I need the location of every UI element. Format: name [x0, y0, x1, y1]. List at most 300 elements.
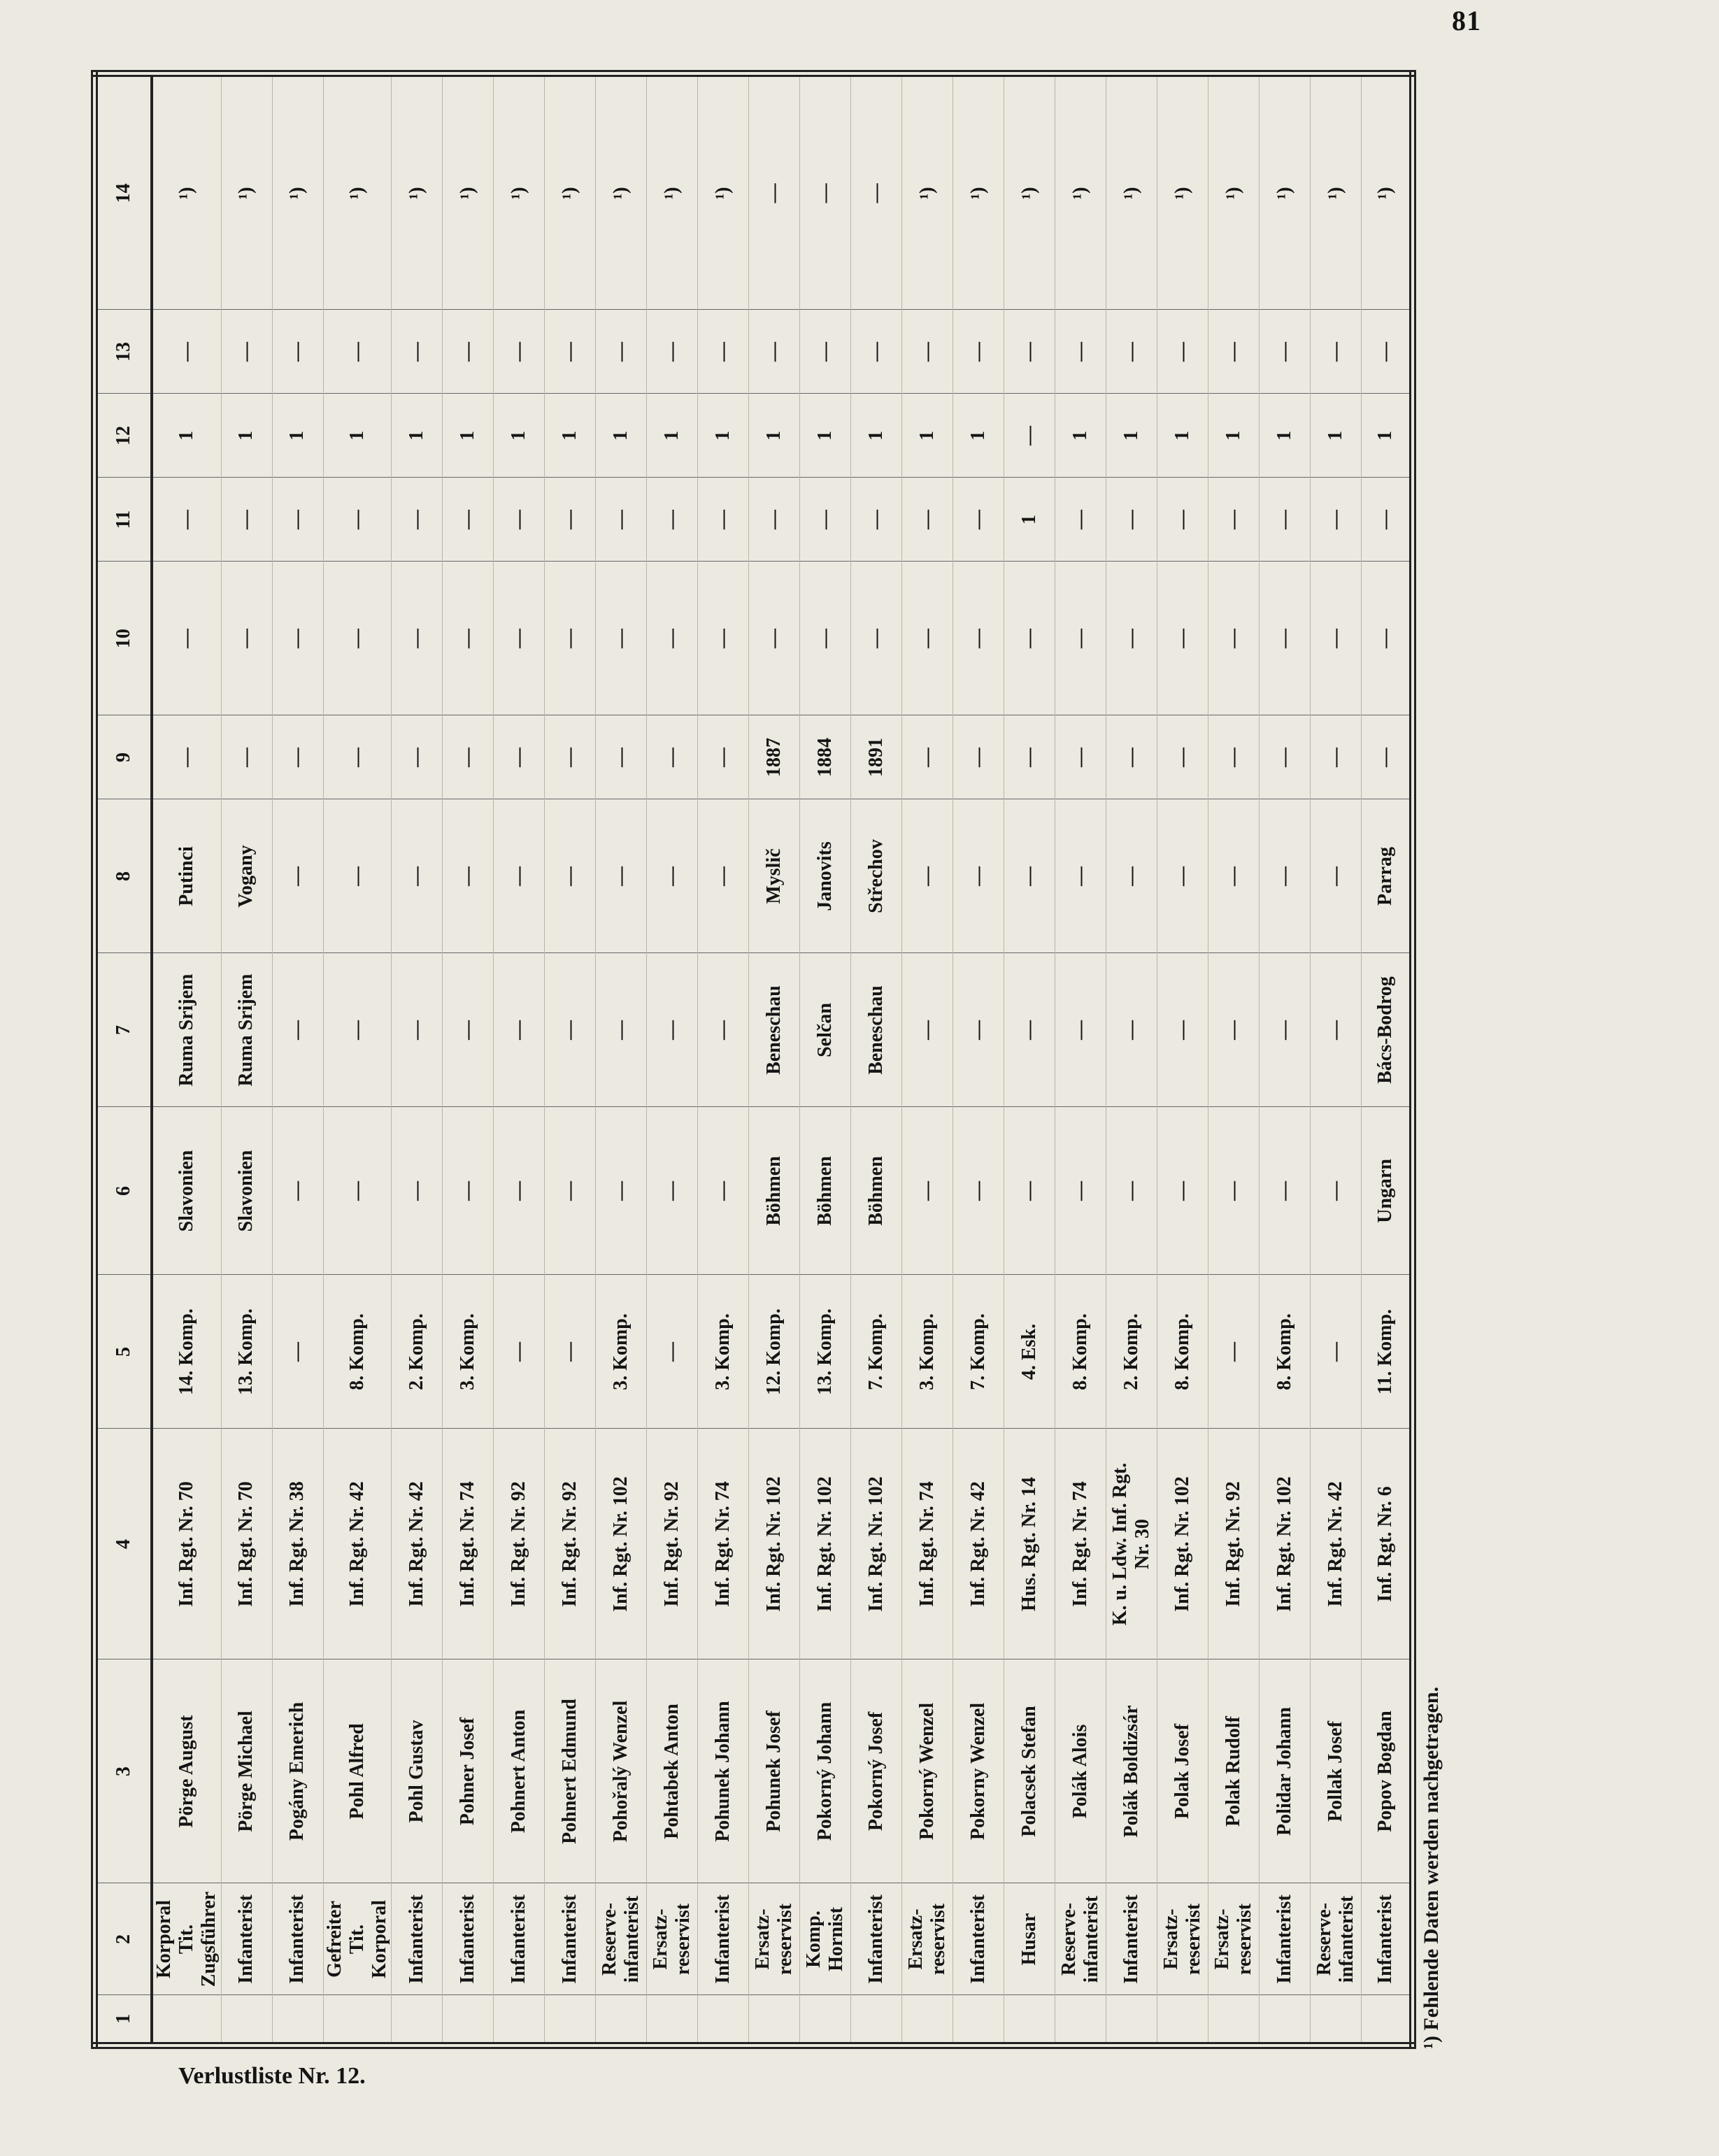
cell-col-7: Beneschau — [851, 953, 902, 1107]
cell-col-5: — — [545, 1275, 596, 1429]
cell-col-5: 7. Komp. — [851, 1275, 902, 1429]
column-header-8: 8 — [94, 799, 152, 953]
table-row — [545, 73, 596, 2046]
cell-col-3: Pörge August — [152, 1659, 221, 1883]
cell-col-5: 4. Esk. — [1004, 1275, 1055, 1429]
cell-col-10: — — [1055, 562, 1106, 715]
cell-col-5: 8. Komp. — [1260, 1275, 1311, 1429]
cell-col-13: — — [647, 310, 698, 394]
column-header-10: 10 — [94, 562, 152, 715]
cell-col-2: Infanterist — [1260, 1883, 1311, 1995]
cell-col-8: — — [392, 799, 443, 953]
cell-col-1 — [1106, 1995, 1157, 2046]
cell-col-13: — — [221, 310, 272, 394]
cell-col-4: Inf. Rgt. Nr. 74 — [1055, 1429, 1106, 1659]
table-row — [698, 73, 749, 2046]
cell-col-9: — — [953, 715, 1004, 799]
cell-col-14: ¹) — [1055, 73, 1106, 310]
cell-col-7: — — [1106, 953, 1157, 1107]
cell-col-12: 1 — [323, 394, 392, 478]
column-header-13: 13 — [94, 310, 152, 394]
cell-col-14: ¹) — [152, 73, 221, 310]
header-row — [94, 73, 152, 2046]
cell-col-14: ¹) — [698, 73, 749, 310]
cell-col-6: — — [698, 1107, 749, 1275]
cell-col-12: 1 — [443, 394, 494, 478]
cell-col-7: Ruma Srijem — [152, 953, 221, 1107]
cell-col-1 — [596, 1995, 647, 2046]
rotated-content — [91, 77, 1443, 2049]
cell-col-9: — — [443, 715, 494, 799]
table-row — [323, 73, 392, 2046]
cell-col-3: Pohnert Edmund — [545, 1659, 596, 1883]
cell-col-6: — — [392, 1107, 443, 1275]
cell-col-5: 3. Komp. — [902, 1275, 953, 1429]
cell-col-6: Böhmen — [749, 1107, 800, 1275]
cell-col-12: 1 — [1362, 394, 1413, 478]
cell-col-11: — — [1208, 478, 1260, 562]
cell-col-11: — — [392, 478, 443, 562]
cell-col-11: — — [1157, 478, 1208, 562]
cell-col-4: Inf. Rgt. Nr. 102 — [1157, 1429, 1208, 1659]
cell-col-3: Pogány Emerich — [272, 1659, 323, 1883]
cell-col-1 — [1208, 1995, 1260, 2046]
cell-col-8: Střechov — [851, 799, 902, 953]
cell-col-11: 1 — [1004, 478, 1055, 562]
table-row — [749, 73, 800, 2046]
cell-col-1 — [152, 1995, 221, 2046]
cell-col-14: ¹) — [596, 73, 647, 310]
cell-col-1 — [1260, 1995, 1311, 2046]
cell-col-9: — — [1311, 715, 1362, 799]
list-label: Verlustliste Nr. 12. — [178, 2063, 366, 2089]
cell-col-1 — [392, 1995, 443, 2046]
cell-col-13: — — [1260, 310, 1311, 394]
cell-col-4: Hus. Rgt. Nr. 14 — [1004, 1429, 1055, 1659]
cell-col-3: Polacsek Stefan — [1004, 1659, 1055, 1883]
cell-col-11: — — [1311, 478, 1362, 562]
cell-col-11: — — [698, 478, 749, 562]
cell-col-3: Pohner Josef — [443, 1659, 494, 1883]
cell-col-5: — — [1208, 1275, 1260, 1429]
table-row — [1208, 73, 1260, 2046]
cell-col-11: — — [1106, 478, 1157, 562]
cell-col-10: — — [851, 562, 902, 715]
cell-col-6: Slavonien — [221, 1107, 272, 1275]
cell-col-11: — — [1362, 478, 1413, 562]
cell-col-12: — — [1004, 394, 1055, 478]
cell-col-11: — — [323, 478, 392, 562]
cell-col-11: — — [494, 478, 545, 562]
cell-col-10: — — [1362, 562, 1413, 715]
cell-col-2: Infanterist — [392, 1883, 443, 1995]
table-row — [1362, 73, 1413, 2046]
cell-col-9: — — [1055, 715, 1106, 799]
cell-col-7: — — [1208, 953, 1260, 1107]
cell-col-3: Pohnert Anton — [494, 1659, 545, 1883]
cell-col-2: Ersatz- reservist — [749, 1883, 800, 1995]
cell-col-10: — — [152, 562, 221, 715]
cell-col-3: Pohtabek Anton — [647, 1659, 698, 1883]
cell-col-8: — — [1157, 799, 1208, 953]
cell-col-8: — — [1311, 799, 1362, 953]
table-row — [272, 73, 323, 2046]
cell-col-12: 1 — [392, 394, 443, 478]
cell-col-8: Myslič — [749, 799, 800, 953]
cell-col-2: Infanterist — [851, 1883, 902, 1995]
cell-col-5: 8. Komp. — [323, 1275, 392, 1429]
cell-col-3: Pohl Alfred — [323, 1659, 392, 1883]
cell-col-6: — — [647, 1107, 698, 1275]
cell-col-3: Pokorný Josef — [851, 1659, 902, 1883]
cell-col-2: Reserve- infanterist — [1311, 1883, 1362, 1995]
cell-col-9: 1887 — [749, 715, 800, 799]
cell-col-5: 14. Komp. — [152, 1275, 221, 1429]
table-row — [902, 73, 953, 2046]
cell-col-6: — — [1106, 1107, 1157, 1275]
cell-col-13: — — [272, 310, 323, 394]
cell-col-14: ¹) — [953, 73, 1004, 310]
cell-col-7: — — [443, 953, 494, 1107]
cell-col-13: — — [392, 310, 443, 394]
cell-col-9: — — [1106, 715, 1157, 799]
cell-col-13: — — [1004, 310, 1055, 394]
cell-col-12: 1 — [749, 394, 800, 478]
cell-col-11: — — [749, 478, 800, 562]
cell-col-6: — — [953, 1107, 1004, 1275]
cell-col-5: — — [647, 1275, 698, 1429]
cell-col-13: — — [1208, 310, 1260, 394]
cell-col-1 — [1004, 1995, 1055, 2046]
cell-col-7: Bács-Bodrog — [1362, 953, 1413, 1107]
cell-col-14: ¹) — [902, 73, 953, 310]
cell-col-2: Infanterist — [221, 1883, 272, 1995]
cell-col-2: Gefreiter Tit. Korporal — [323, 1883, 392, 1995]
cell-col-3: Polák Alois — [1055, 1659, 1106, 1883]
cell-col-2: Infanterist — [545, 1883, 596, 1995]
cell-col-8: — — [494, 799, 545, 953]
cell-col-9: — — [152, 715, 221, 799]
cell-col-5: — — [272, 1275, 323, 1429]
cell-col-4: Inf. Rgt. Nr. 102 — [596, 1429, 647, 1659]
cell-col-10: — — [323, 562, 392, 715]
column-header-3: 3 — [94, 1659, 152, 1883]
cell-col-6: — — [1055, 1107, 1106, 1275]
cell-col-8: Janovits — [800, 799, 851, 953]
cell-col-8: — — [953, 799, 1004, 953]
cell-col-14: — — [851, 73, 902, 310]
cell-col-13: — — [1106, 310, 1157, 394]
cell-col-1 — [647, 1995, 698, 2046]
table-row — [494, 73, 545, 2046]
cell-col-1 — [749, 1995, 800, 2046]
cell-col-4: Inf. Rgt. Nr. 102 — [749, 1429, 800, 1659]
cell-col-9: — — [1157, 715, 1208, 799]
cell-col-10: — — [272, 562, 323, 715]
cell-col-5: — — [1311, 1275, 1362, 1429]
cell-col-11: — — [221, 478, 272, 562]
cell-col-11: — — [1055, 478, 1106, 562]
cell-col-14: — — [800, 73, 851, 310]
cell-col-9: — — [1260, 715, 1311, 799]
cell-col-9: — — [1208, 715, 1260, 799]
cell-col-6: — — [596, 1107, 647, 1275]
cell-col-5: 3. Komp. — [443, 1275, 494, 1429]
cell-col-7: — — [953, 953, 1004, 1107]
cell-col-13: — — [698, 310, 749, 394]
cell-col-4: Inf. Rgt. Nr. 38 — [272, 1429, 323, 1659]
cell-col-12: 1 — [272, 394, 323, 478]
table-row — [152, 73, 221, 2046]
cell-col-14: ¹) — [392, 73, 443, 310]
cell-col-6: — — [1157, 1107, 1208, 1275]
cell-col-10: — — [698, 562, 749, 715]
cell-col-2: Infanterist — [443, 1883, 494, 1995]
cell-col-2: Husar — [1004, 1883, 1055, 1995]
cell-col-13: — — [902, 310, 953, 394]
cell-col-2: Reserve- infanterist — [1055, 1883, 1106, 1995]
table-row — [1260, 73, 1311, 2046]
cell-col-9: — — [1362, 715, 1413, 799]
cell-col-6: — — [272, 1107, 323, 1275]
cell-col-9: — — [647, 715, 698, 799]
cell-col-3: Polak Josef — [1157, 1659, 1208, 1883]
cell-col-14: ¹) — [221, 73, 272, 310]
cell-col-3: Polidar Johann — [1260, 1659, 1311, 1883]
column-header-6: 6 — [94, 1107, 152, 1275]
cell-col-10: — — [443, 562, 494, 715]
cell-col-4: Inf. Rgt. Nr. 42 — [1311, 1429, 1362, 1659]
cell-col-11: — — [596, 478, 647, 562]
cell-col-14: ¹) — [545, 73, 596, 310]
column-header-11: 11 — [94, 478, 152, 562]
cell-col-7: — — [545, 953, 596, 1107]
cell-col-8: — — [1208, 799, 1260, 953]
cell-col-11: — — [647, 478, 698, 562]
cell-col-1 — [1157, 1995, 1208, 2046]
column-header-12: 12 — [94, 394, 152, 478]
cell-col-13: — — [152, 310, 221, 394]
cell-col-4: Inf. Rgt. Nr. 92 — [494, 1429, 545, 1659]
cell-col-7: Beneschau — [749, 953, 800, 1107]
cell-col-13: — — [953, 310, 1004, 394]
cell-col-13: — — [749, 310, 800, 394]
table-row — [800, 73, 851, 2046]
cell-col-7: — — [1260, 953, 1311, 1107]
cell-col-13: — — [1362, 310, 1413, 394]
cell-col-3: Pokorny Wenzel — [953, 1659, 1004, 1883]
cell-col-12: 1 — [596, 394, 647, 478]
cell-col-3: Popov Bogdan — [1362, 1659, 1413, 1883]
cell-col-12: 1 — [647, 394, 698, 478]
cell-col-13: — — [800, 310, 851, 394]
column-header-7: 7 — [94, 953, 152, 1107]
cell-col-4: K. u. Ldw. Inf. Rgt. Nr. 30 — [1106, 1429, 1157, 1659]
column-header-1: 1 — [94, 1995, 152, 2046]
cell-col-14: — — [749, 73, 800, 310]
cell-col-7: — — [596, 953, 647, 1107]
footnote: ¹) Fehlende Daten werden nachgetragen. — [1420, 1686, 1443, 2049]
cell-col-7: — — [494, 953, 545, 1107]
cell-col-4: Inf. Rgt. Nr. 74 — [698, 1429, 749, 1659]
cell-col-13: — — [596, 310, 647, 394]
column-header-14: 14 — [94, 73, 152, 310]
cell-col-9: — — [698, 715, 749, 799]
cell-col-11: — — [851, 478, 902, 562]
cell-col-5: 2. Komp. — [392, 1275, 443, 1429]
cell-col-8: — — [647, 799, 698, 953]
cell-col-11: — — [443, 478, 494, 562]
cell-col-8: — — [443, 799, 494, 953]
cell-col-2: Infanterist — [1106, 1883, 1157, 1995]
cell-col-1 — [494, 1995, 545, 2046]
cell-col-7: — — [1055, 953, 1106, 1107]
cell-col-2: Ersatz- reservist — [1157, 1883, 1208, 1995]
cell-col-9: — — [323, 715, 392, 799]
cell-col-7: Selčan — [800, 953, 851, 1107]
cell-col-9: — — [392, 715, 443, 799]
cell-col-7: — — [323, 953, 392, 1107]
cell-col-9: — — [272, 715, 323, 799]
cell-col-5: 7. Komp. — [953, 1275, 1004, 1429]
column-header-2: 2 — [94, 1883, 152, 1995]
cell-col-3: Polák Boldizsár — [1106, 1659, 1157, 1883]
table-row — [1311, 73, 1362, 2046]
cell-col-10: — — [494, 562, 545, 715]
cell-col-2: Infanterist — [1362, 1883, 1413, 1995]
cell-col-7: — — [1004, 953, 1055, 1107]
cell-col-8: Vogany — [221, 799, 272, 953]
casualty-table — [91, 70, 1416, 2049]
cell-col-4: Inf. Rgt. Nr. 6 — [1362, 1429, 1413, 1659]
page-number: 81 — [1452, 5, 1481, 36]
cell-col-6: — — [1311, 1107, 1362, 1275]
cell-col-10: — — [1208, 562, 1260, 715]
cell-col-4: Inf. Rgt. Nr. 92 — [1208, 1429, 1260, 1659]
cell-col-2: Komp. Hornist — [800, 1883, 851, 1995]
cell-col-12: 1 — [545, 394, 596, 478]
cell-col-10: — — [1157, 562, 1208, 715]
cell-col-12: 1 — [1208, 394, 1260, 478]
cell-col-11: — — [953, 478, 1004, 562]
cell-col-11: — — [152, 478, 221, 562]
column-header-9: 9 — [94, 715, 152, 799]
cell-col-9: 1884 — [800, 715, 851, 799]
cell-col-8: — — [1055, 799, 1106, 953]
cell-col-13: — — [443, 310, 494, 394]
cell-col-10: — — [749, 562, 800, 715]
cell-col-10: — — [1004, 562, 1055, 715]
cell-col-10: — — [392, 562, 443, 715]
table-row — [596, 73, 647, 2046]
cell-col-12: 1 — [1311, 394, 1362, 478]
column-header-5: 5 — [94, 1275, 152, 1429]
cell-col-8: — — [1260, 799, 1311, 953]
cell-col-10: — — [953, 562, 1004, 715]
cell-col-5: 12. Komp. — [749, 1275, 800, 1429]
cell-col-8: — — [1106, 799, 1157, 953]
cell-col-14: ¹) — [1362, 73, 1413, 310]
cell-col-4: Inf. Rgt. Nr. 42 — [392, 1429, 443, 1659]
cell-col-11: — — [1260, 478, 1311, 562]
cell-col-1 — [698, 1995, 749, 2046]
cell-col-4: Inf. Rgt. Nr. 92 — [647, 1429, 698, 1659]
cell-col-9: — — [596, 715, 647, 799]
cell-col-9: — — [1004, 715, 1055, 799]
cell-col-1 — [221, 1995, 272, 2046]
cell-col-13: — — [494, 310, 545, 394]
cell-col-7: — — [647, 953, 698, 1107]
cell-col-8: Putinci — [152, 799, 221, 953]
cell-col-3: Pohunek Johann — [698, 1659, 749, 1883]
cell-col-5: 13. Komp. — [221, 1275, 272, 1429]
cell-col-7: — — [272, 953, 323, 1107]
cell-col-6: — — [902, 1107, 953, 1275]
cell-col-4: Inf. Rgt. Nr. 74 — [443, 1429, 494, 1659]
cell-col-9: — — [902, 715, 953, 799]
cell-col-13: — — [1311, 310, 1362, 394]
cell-col-6: Slavonien — [152, 1107, 221, 1275]
cell-col-3: Pohořalý Wenzel — [596, 1659, 647, 1883]
cell-col-3: Pohl Gustav — [392, 1659, 443, 1883]
cell-col-7: — — [1311, 953, 1362, 1107]
cell-col-12: 1 — [1260, 394, 1311, 478]
cell-col-5: 2. Komp. — [1106, 1275, 1157, 1429]
cell-col-12: 1 — [851, 394, 902, 478]
cell-col-11: — — [902, 478, 953, 562]
table-row — [647, 73, 698, 2046]
cell-col-1 — [800, 1995, 851, 2046]
cell-col-14: ¹) — [443, 73, 494, 310]
cell-col-4: Inf. Rgt. Nr. 42 — [323, 1429, 392, 1659]
cell-col-4: Inf. Rgt. Nr. 92 — [545, 1429, 596, 1659]
cell-col-14: ¹) — [1260, 73, 1311, 310]
cell-col-1 — [1311, 1995, 1362, 2046]
cell-col-12: 1 — [494, 394, 545, 478]
cell-col-1 — [902, 1995, 953, 2046]
table-body — [152, 73, 1413, 2046]
cell-col-6: — — [1260, 1107, 1311, 1275]
cell-col-5: 8. Komp. — [1055, 1275, 1106, 1429]
cell-col-6: — — [323, 1107, 392, 1275]
cell-col-4: Inf. Rgt. Nr. 102 — [800, 1429, 851, 1659]
cell-col-8: — — [272, 799, 323, 953]
cell-col-7: — — [902, 953, 953, 1107]
cell-col-2: Ersatz- reservist — [902, 1883, 953, 1995]
cell-col-7: — — [392, 953, 443, 1107]
cell-col-6: — — [1004, 1107, 1055, 1275]
cell-col-13: — — [1055, 310, 1106, 394]
cell-col-5: 3. Komp. — [698, 1275, 749, 1429]
cell-col-6: Böhmen — [800, 1107, 851, 1275]
cell-col-2: Infanterist — [272, 1883, 323, 1995]
cell-col-12: 1 — [902, 394, 953, 478]
cell-col-6: Böhmen — [851, 1107, 902, 1275]
cell-col-5: — — [494, 1275, 545, 1429]
cell-col-13: — — [851, 310, 902, 394]
cell-col-2: Reserve- infanterist — [596, 1883, 647, 1995]
table-row — [392, 73, 443, 2046]
cell-col-8: — — [1004, 799, 1055, 953]
cell-col-1 — [272, 1995, 323, 2046]
cell-col-3: Pörge Michael — [221, 1659, 272, 1883]
cell-col-14: ¹) — [1106, 73, 1157, 310]
cell-col-13: — — [323, 310, 392, 394]
cell-col-10: — — [647, 562, 698, 715]
cell-col-11: — — [800, 478, 851, 562]
cell-col-7: — — [698, 953, 749, 1107]
cell-col-2: Korporal Tit. Zugsführer — [152, 1883, 221, 1995]
